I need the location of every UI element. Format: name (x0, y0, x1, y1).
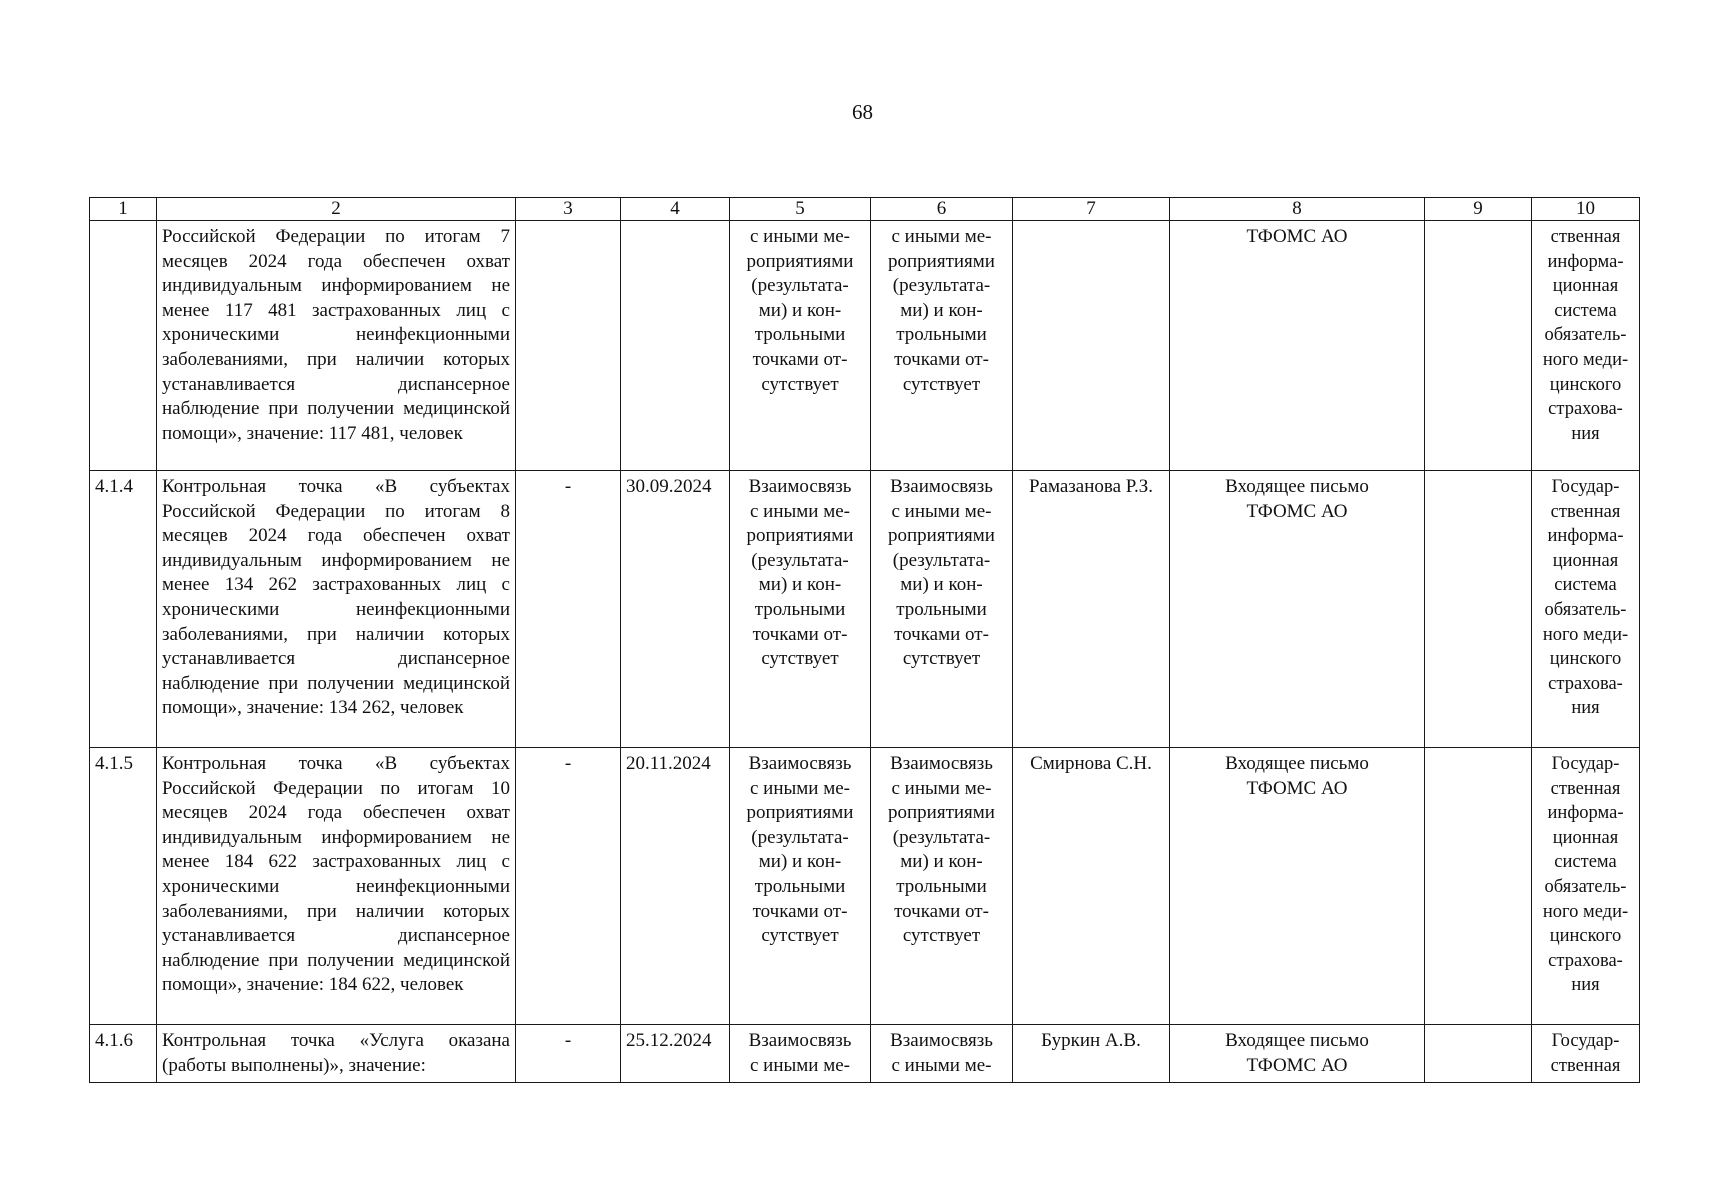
row-document: Входящее письмо ТФОМС АО (1170, 471, 1425, 748)
cell-col5: Взаимосвязь с иными ме- роприятиями (результата- ми) и кон- трольными точками от- сутствует (730, 471, 871, 748)
table-row (90, 221, 1640, 471)
cell-col6: Взаимосвязь с иными ме- (871, 1025, 1013, 1083)
column-header: 3 (516, 198, 621, 221)
cell-col6: Взаимосвязь с иными ме- роприятиями (результата- ми) и кон- трольными точками от- сутствует (871, 748, 1013, 1025)
column-header: 1 (90, 198, 157, 221)
row-number: 4.1.6 (90, 1025, 157, 1083)
cell-col5: Взаимосвязь с иными ме- (730, 1025, 871, 1083)
cell-col3: - (516, 748, 621, 1025)
cell-col6: Взаимосвязь с иными ме- роприятиями (результата- ми) и кон- трольными точками от- сутствует (871, 471, 1013, 748)
row-info-system: Государ- ственная информа- ционная система обязатель- ного меди- цинского страхова- ния (1532, 471, 1640, 748)
row-document: Входящее письмо ТФОМС АО (1170, 748, 1425, 1025)
row-description: Контрольная точка «Услуга оказана (работы выполнены)», значение: (157, 1025, 516, 1083)
column-header: 2 (157, 198, 516, 221)
column-header: 7 (1013, 198, 1170, 221)
row-date: 25.12.2024 (621, 1025, 730, 1083)
row-description: Контрольная точка «В субъектах Российской Федерации по итогам 10 месяцев 2024 года обеспечен охват индивидуальным информированием не менее 184 622 застрахованных лиц с хроническими неинфекционными заболеваниями, при наличии которых устанавливается диспансерное наблюдение при получении медицинской помощи», значение: 184 622, человек (157, 748, 516, 1025)
row-info-system: Государ- ственная информа- ционная система обязатель- ного меди- цинского страхова- ния (1532, 748, 1640, 1025)
row-description: Российской Федерации по итогам 7 месяцев 2024 года обеспечен охват индивидуальным информированием не менее 117 481 застрахованных лиц с хроническими неинфекционными заболеваниями, при наличии которых устанавливается диспансерное наблюдение при получении медицинской помощи», значение: 117 481, человек (157, 221, 516, 471)
row-responsible: Буркин А.В. (1013, 1025, 1170, 1083)
row-info-system: ственная информа- ционная система обязатель- ного меди- цинского страхова- ния (1532, 221, 1640, 471)
row-date: 20.11.2024 (621, 748, 730, 1025)
column-header: 8 (1170, 198, 1425, 221)
table-row (90, 748, 1640, 1025)
row-responsible: Смирнова С.Н. (1013, 748, 1170, 1025)
cell-col6: с иными ме- роприятиями (результата- ми) и кон- трольными точками от- сутствует (871, 221, 1013, 471)
row-description: Контрольная точка «В субъектах Российской Федерации по итогам 8 месяцев 2024 года обеспечен охват индивидуальным информированием не менее 134 262 застрахованных лиц с хроническими неинфекционными заболеваниями, при наличии которых устанавливается диспансерное наблюдение при получении медицинской помощи», значение: 134 262, человек (157, 471, 516, 748)
row-date: 30.09.2024 (621, 471, 730, 748)
schedule-table (89, 197, 1640, 1083)
row-info-system: Государ- ственная (1532, 1025, 1640, 1083)
cell-col5: Взаимосвязь с иными ме- роприятиями (результата- ми) и кон- трольными точками от- сутствует (730, 748, 871, 1025)
row-responsible: Рамазанова Р.З. (1013, 471, 1170, 748)
row-number (90, 221, 157, 471)
cell-col9 (1425, 748, 1532, 1025)
table-row (90, 1025, 1640, 1083)
row-number: 4.1.5 (90, 748, 157, 1025)
column-number-row (90, 198, 1640, 221)
row-document: Входящее письмо ТФОМС АО (1170, 1025, 1425, 1083)
row-document: ТФОМС АО (1170, 221, 1425, 471)
column-header: 6 (871, 198, 1013, 221)
cell-col9 (1425, 1025, 1532, 1083)
cell-col5: с иными ме- роприятиями (результата- ми) и кон- трольными точками от- сутствует (730, 221, 871, 471)
page-number: 68 (852, 100, 873, 124)
cell-col3: - (516, 471, 621, 748)
cell-col3 (516, 221, 621, 471)
column-header: 4 (621, 198, 730, 221)
cell-col3: - (516, 1025, 621, 1083)
column-header: 5 (730, 198, 871, 221)
column-header: 10 (1532, 198, 1640, 221)
table-row (90, 471, 1640, 748)
row-date (621, 221, 730, 471)
row-number: 4.1.4 (90, 471, 157, 748)
cell-col9 (1425, 221, 1532, 471)
cell-col9 (1425, 471, 1532, 748)
row-responsible (1013, 221, 1170, 471)
column-header: 9 (1425, 198, 1532, 221)
